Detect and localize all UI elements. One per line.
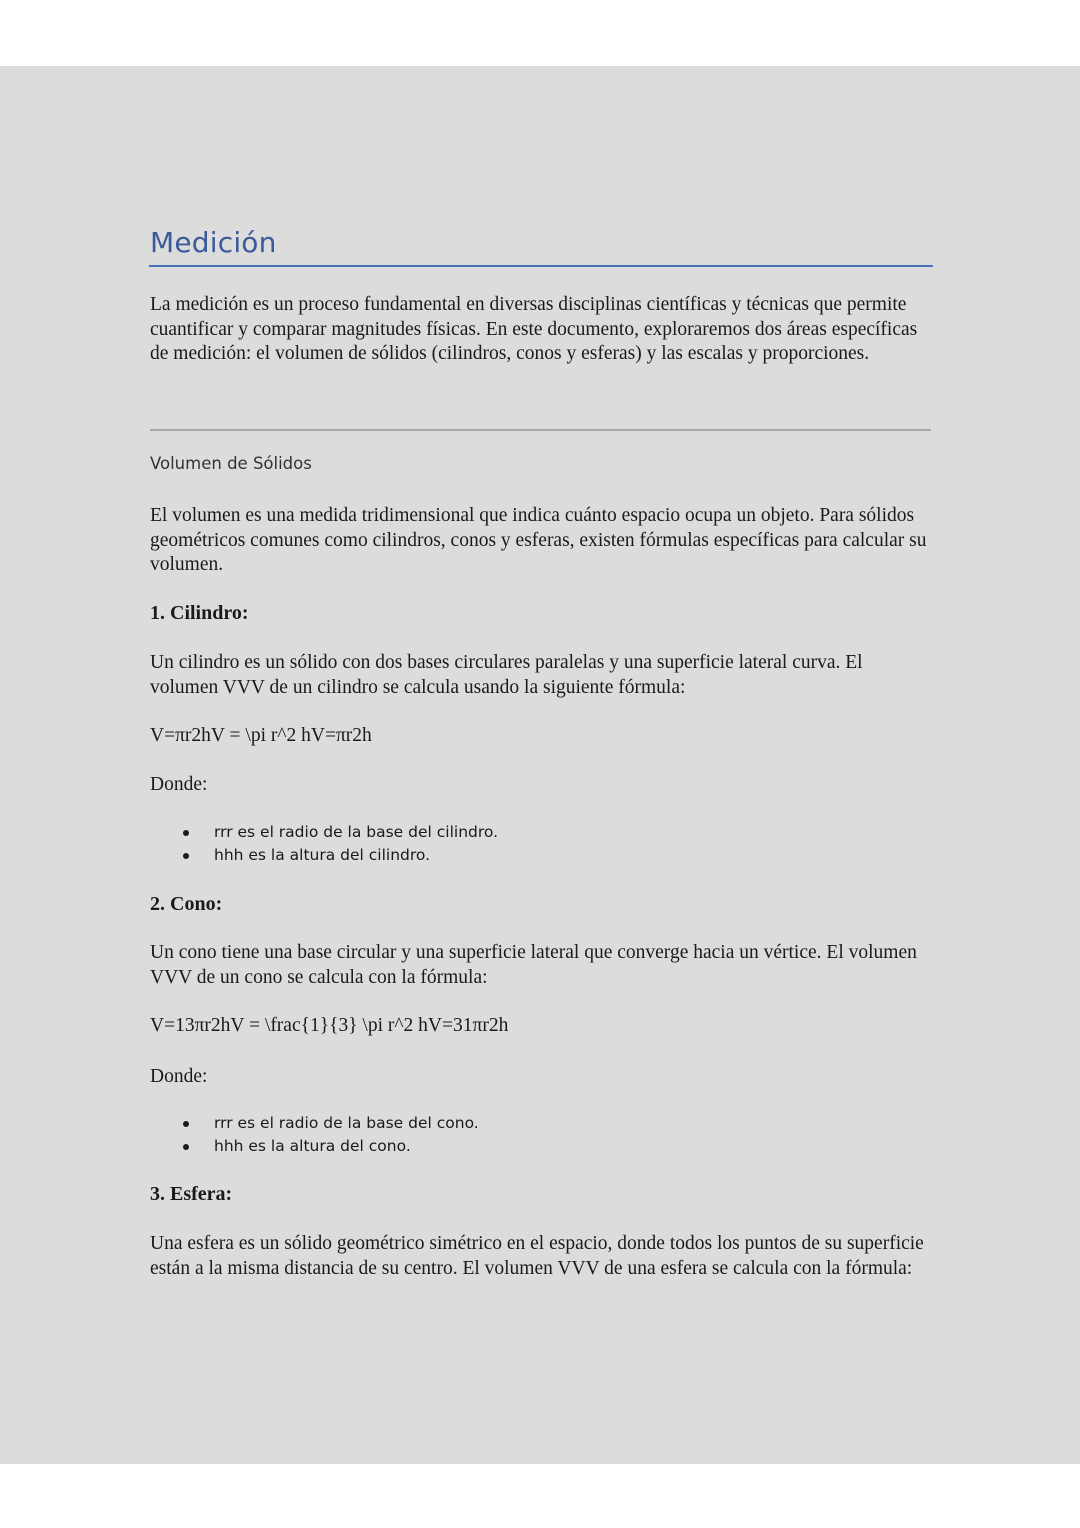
section-divider [150, 429, 931, 431]
section-subtitle: Volumen de Sólidos [150, 454, 312, 473]
section-intro-paragraph: El volumen es una medida tridimensional que indica cuánto espacio ocupa un objeto. Para sólidos geométricos comunes como cilindros, conos y esferas, existen fórmulas específicas para calcular su volumen. [150, 505, 927, 575]
list-item: rrr es el radio de la base del cono. [178, 1112, 479, 1135]
list-item: hhh es la altura del cono. [178, 1135, 479, 1158]
list-item: rrr es el radio de la base del cilindro. [178, 821, 498, 844]
title-underline [149, 265, 933, 267]
cilindro-heading: 1. Cilindro: [150, 602, 249, 624]
cono-heading: 2. Cono: [150, 893, 223, 915]
document-page [0, 66, 1080, 1464]
cilindro-paragraph: Un cilindro es un sólido con dos bases circulares paralelas y una superficie lateral curva. El volumen VVV de un cilindro se calcula usando la siguiente fórmula: [150, 652, 863, 698]
intro-paragraph: La medición es un proceso fundamental en diversas disciplinas científicas y técnicas que permite cuantificar y comparar magnitudes físicas. En este documento, exploraremos dos áreas específicas de medición: el volumen de sólidos (cilindros, conos y esferas) y las escalas y proporciones. [150, 294, 918, 364]
document-title: Medición [150, 226, 277, 259]
cono-variable-list [178, 1112, 479, 1158]
cilindro-donde-label: Donde: [150, 774, 208, 795]
cono-paragraph: Un cono tiene una base circular y una superficie lateral que converge hacia un vértice. El volumen VVV de un cono se calcula con la fórmula: [150, 942, 917, 988]
cilindro-formula: V=πr2hV = \pi r^2 hV=πr2h [150, 725, 372, 746]
cono-formula: V=13πr2hV = \frac{1}{3} \pi r^2 hV=31πr2h [150, 1015, 509, 1036]
esfera-paragraph: Una esfera es un sólido geométrico simétrico en el espacio, donde todos los puntos de su superficie están a la misma distancia de su centro. El volumen VVV de una esfera se calcula con la fórmula: [150, 1233, 924, 1279]
cono-donde-label: Donde: [150, 1066, 208, 1087]
list-item: hhh es la altura del cilindro. [178, 844, 498, 867]
cilindro-variable-list [178, 821, 498, 867]
esfera-heading: 3. Esfera: [150, 1183, 233, 1205]
